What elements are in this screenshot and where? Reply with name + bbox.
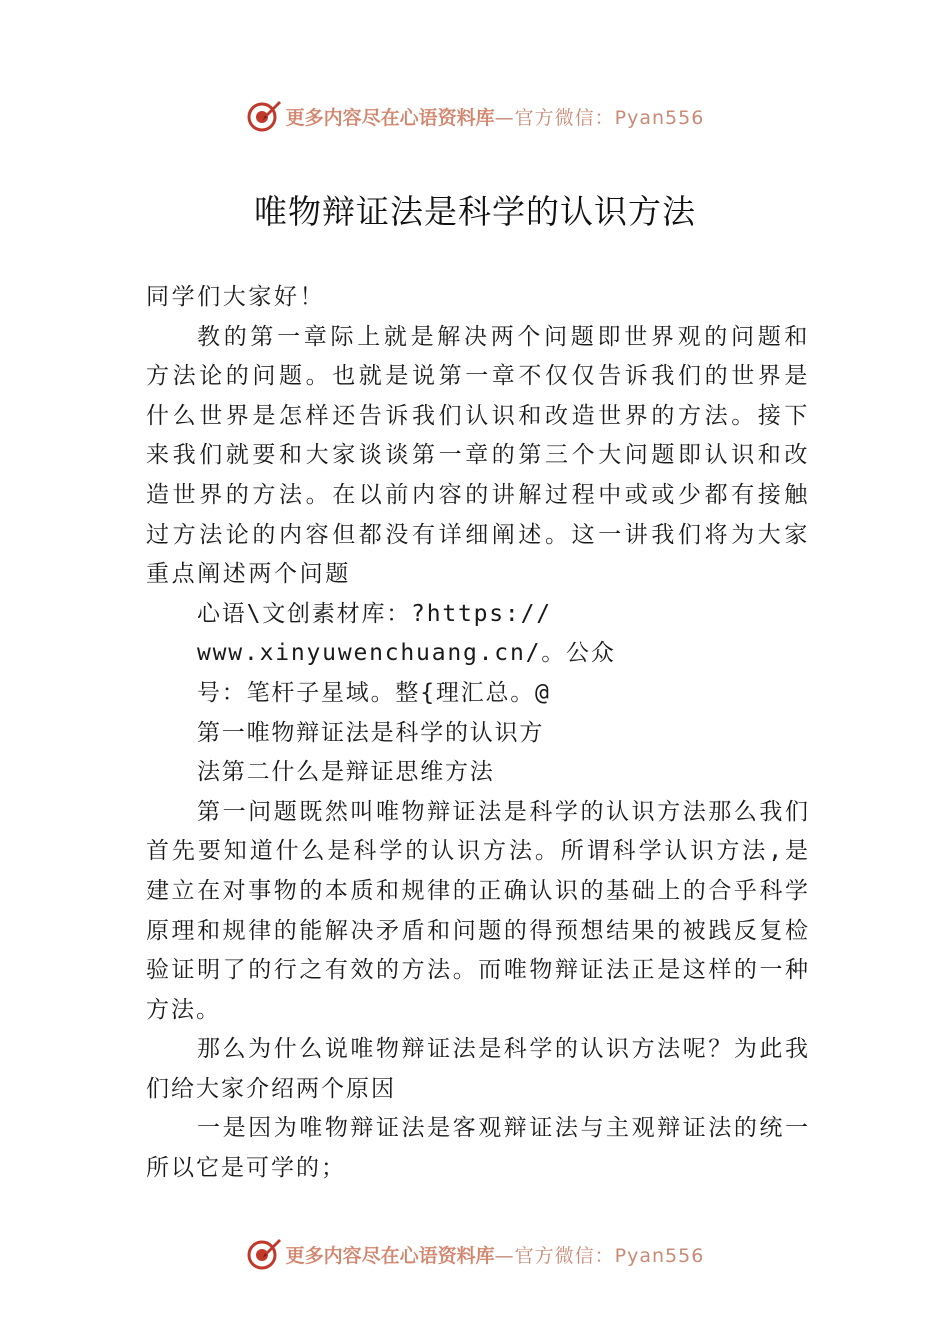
outline-line-2: 法第二什么是辩证思维方法 xyxy=(197,759,495,786)
banner-library-text: 更多内容尽在心语资料库 xyxy=(285,1244,495,1267)
footer-banner xyxy=(0,1234,950,1274)
source-line-3: 号：笔杆子星域。整{理汇总。@ xyxy=(197,679,551,706)
banner-wechat-text: —官方微信：Pyan556 xyxy=(494,106,705,129)
greeting-paragraph: 同学们大家好！ xyxy=(146,284,326,310)
document-body xyxy=(146,278,810,1189)
source-line-2: www.xinyuwenchuang.cn/。公众 xyxy=(197,640,616,667)
reason-one-paragraph: 一是因为唯物辩证法是客观辩证法与主观辩证法的统一所以它是可学的； xyxy=(146,1115,810,1182)
source-line-1: 心语\文创素材库：?https:// xyxy=(197,600,552,627)
intro-paragraph: 教的第一章际上就是解决两个问题即世界观的问题和方法论的问题。也就是说第一章不仅仅告诉我们的世界是什么世界是怎样还告诉我们认识和改造世界的方法。接下来我们就要和大家谈谈第一章的第三个大问题即认识和改造世界的方法。在以前内容的讲解过程中或或少都有接触过方法论的内容但都没有详细阐述。这一讲我们将为大家重点阐述两个问题 xyxy=(146,323,810,588)
outline-line-1: 第一唯物辩证法是科学的认识方 xyxy=(197,719,545,746)
document-title: 唯物辩证法是科学的认识方法 xyxy=(254,192,696,231)
header-banner xyxy=(0,96,950,136)
pen-seal-icon xyxy=(246,98,282,134)
banner-wechat-text: —官方微信：Pyan556 xyxy=(494,1244,705,1267)
banner-library-text: 更多内容尽在心语资料库 xyxy=(285,106,495,129)
why-paragraph: 那么为什么说唯物辩证法是科学的认识方法呢？为此我们给大家介绍两个原因 xyxy=(146,1036,810,1102)
pen-seal-icon xyxy=(246,1236,282,1272)
first-question-paragraph: 第一问题既然叫唯物辩证法是科学的认识方法那么我们首先要知道什么是科学的认识方法。所谓科学认识方法,是建立在对事物的本质和规律的正确认识的基础上的合乎科学原理和规律的能解决矛盾和问题的得预想结果的被践反复检验证明了的行之有效的方法。而唯物辩证法正是这样的一种方法。 xyxy=(146,798,810,1023)
